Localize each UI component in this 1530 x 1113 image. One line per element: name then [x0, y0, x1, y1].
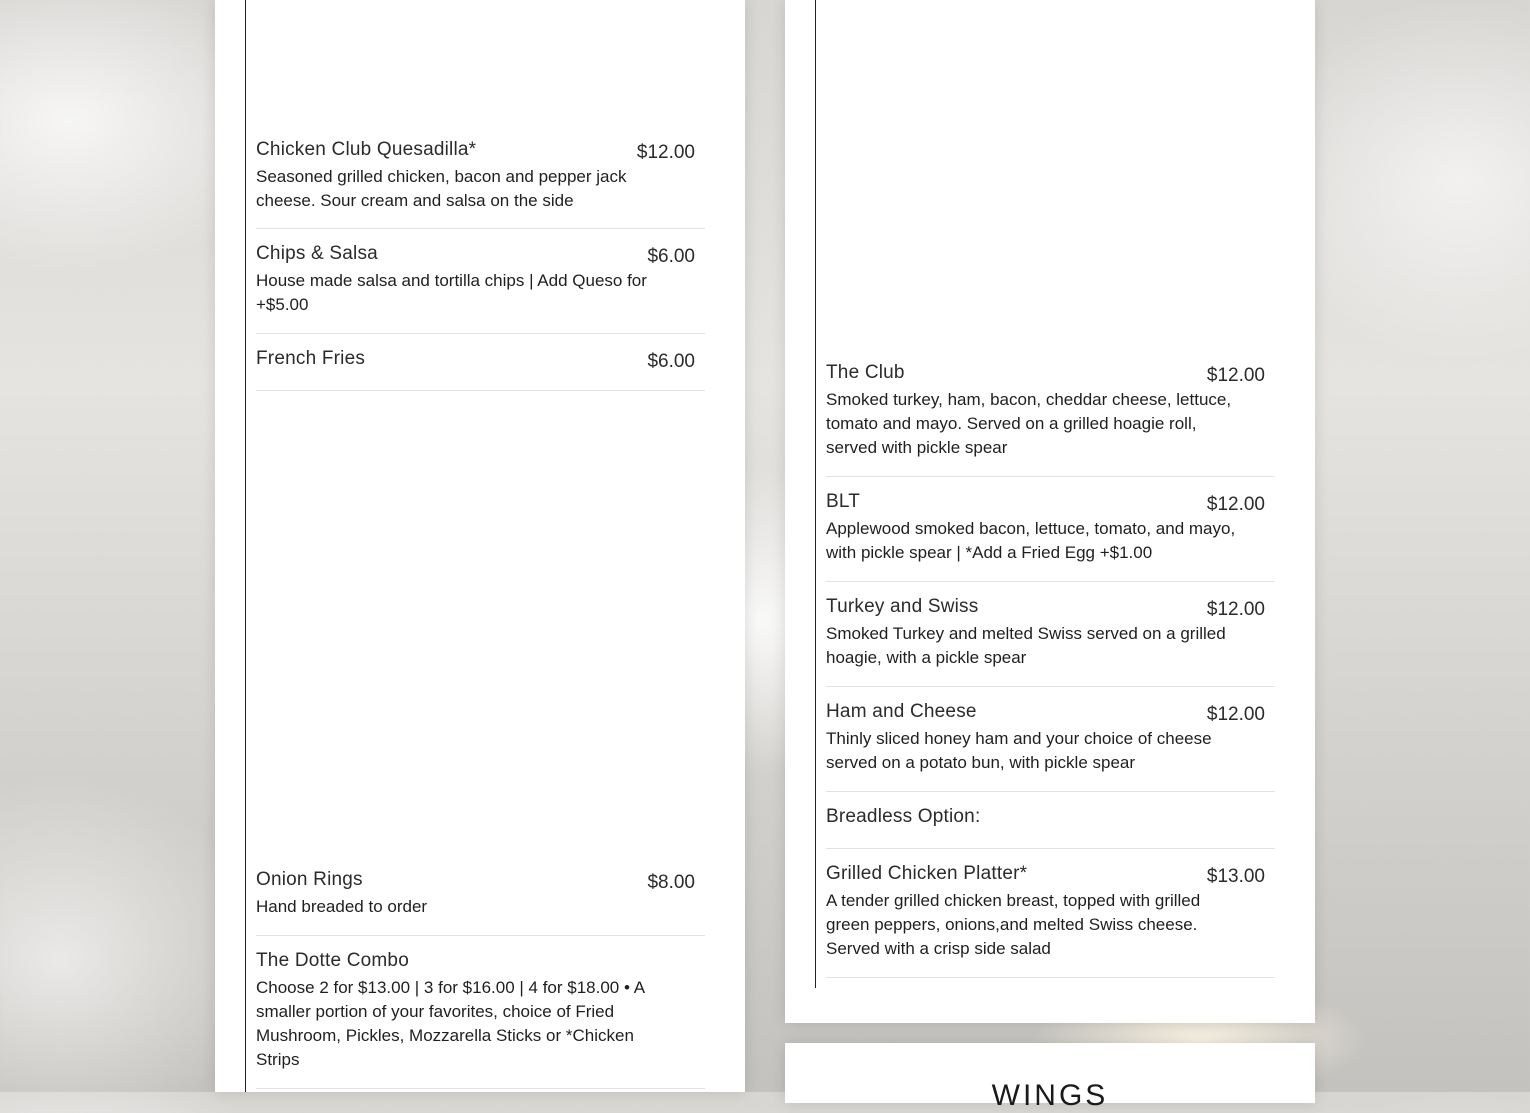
menu-item-name: The Club — [826, 362, 905, 383]
menu-item — [256, 950, 705, 1089]
menu-item — [256, 869, 705, 936]
menu-item-name: Chips & Salsa — [256, 243, 378, 264]
menu-item-price: $6.00 — [647, 246, 695, 267]
menu-item — [826, 806, 1275, 849]
menu-item-name: Chicken Club Quesadilla* — [256, 139, 477, 160]
menu-item-price: $6.00 — [647, 351, 695, 372]
menu-item-description: Smoked turkey, ham, bacon, cheddar cheese, lettuce, tomato and mayo. Served on a grilled hoagie roll, served with pickle spear — [826, 390, 1232, 457]
menu-item-price: $12.00 — [1206, 365, 1265, 386]
menu-item — [256, 348, 705, 391]
menu-item-description: Smoked Turkey and melted Swiss served on a grilled hoagie, with a pickle spear — [826, 624, 1226, 667]
menu-item-price: $12.00 — [636, 142, 695, 163]
menu-item-name: Breadless Option: — [826, 806, 981, 827]
menu-item — [256, 139, 705, 229]
menu-item — [826, 701, 1275, 792]
menu-item-description: House made salsa and tortilla chips | Add Queso for +$5.00 — [256, 271, 647, 314]
menu-item-name: BLT — [826, 491, 861, 512]
menu-item-name: The Dotte Combo — [256, 950, 409, 971]
menu-panel-right — [785, 0, 1315, 1023]
menu-panel-left — [215, 0, 745, 1092]
menu-item-name: Grilled Chicken Platter* — [826, 863, 1028, 884]
menu-item-price: $12.00 — [1206, 599, 1265, 620]
menu-item — [256, 243, 705, 334]
section-title: WINGS — [991, 1079, 1109, 1112]
menu-item-name: Onion Rings — [256, 869, 363, 890]
menu-item-description: Thinly sliced honey ham and your choice of cheese served on a potato bun, with pickle spear — [826, 729, 1212, 772]
menu-item — [826, 362, 1275, 477]
menu-item-description: Choose 2 for $13.00 | 3 for $16.00 | 4 for $18.00 • A smaller portion of your favorites, choice of Fried Mushroom, Pickles, Mozzarella Sticks or *Chicken Strips — [256, 978, 645, 1069]
menu-item-name: French Fries — [256, 348, 366, 369]
menu-item-name: Turkey and Swiss — [826, 596, 979, 617]
menu-item-price: $12.00 — [1206, 704, 1265, 725]
vertical-divider — [245, 0, 246, 1092]
menu-item — [826, 596, 1275, 687]
menu-item — [826, 491, 1275, 582]
menu-item-description: Applewood smoked bacon, lettuce, tomato, and mayo, with pickle spear | *Add a Fried Egg +$1.00 — [826, 519, 1236, 562]
menu-item-name: Ham and Cheese — [826, 701, 977, 722]
menu-panel-wings — [785, 1043, 1315, 1112]
menu-item — [826, 863, 1275, 978]
menu-item-price: $13.00 — [1206, 866, 1265, 887]
menu-item-price: $8.00 — [647, 872, 695, 893]
menu-item-price: $12.00 — [1206, 494, 1265, 515]
vertical-divider — [815, 0, 816, 988]
menu-item-description: Hand breaded to order — [256, 897, 428, 916]
menu-item-description: A tender grilled chicken breast, topped with grilled green peppers, onions,and melted Swiss cheese. Served with a crisp side salad — [826, 891, 1201, 958]
menu-item-description: Seasoned grilled chicken, bacon and pepper jack cheese. Sour cream and salsa on the side — [256, 167, 627, 210]
